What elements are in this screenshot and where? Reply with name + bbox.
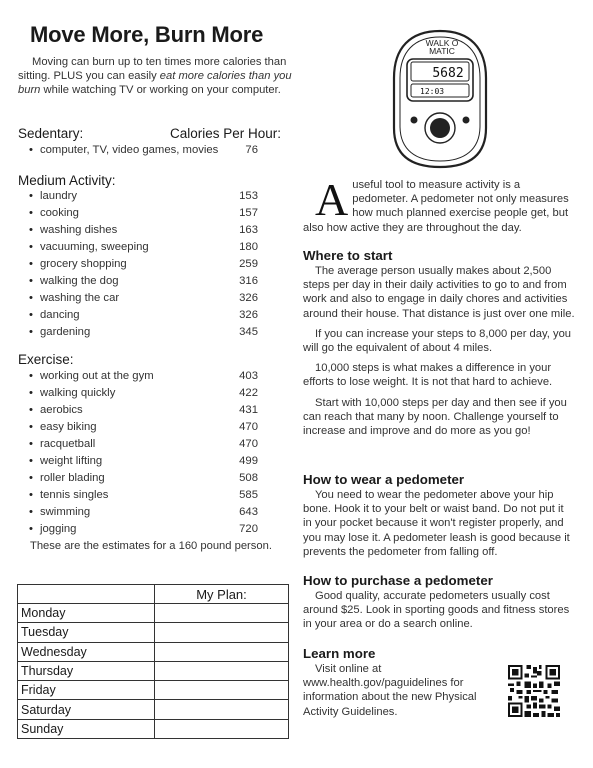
medium-activity-list (30, 188, 258, 341)
where-to-start-body (303, 264, 575, 444)
plan-row (18, 719, 289, 738)
activity-name: • walking quickly (40, 387, 116, 399)
intro-text-2: while watching TV or working on your computer. (40, 84, 281, 97)
plan-entry-cell[interactable] (155, 642, 289, 661)
activity-row (30, 307, 258, 324)
learn-more-line-1: Visit online at (315, 663, 382, 675)
activity-row (30, 385, 258, 402)
activity-name: • computer, TV, video games, movies (40, 144, 219, 156)
plan-row (18, 681, 289, 700)
intro-text-1: Moving can burn up to ten times more calories than sitting. PLUS you can easily (18, 56, 287, 83)
drop-cap: A (315, 174, 349, 225)
activity-row (30, 142, 258, 159)
activity-name: • cooking (40, 207, 79, 219)
sedentary-heading: Sedentary: (18, 126, 84, 141)
calories-value: 153 (239, 190, 258, 202)
pedometer-steps-readout: 5682 (432, 66, 464, 81)
qr-code (508, 665, 560, 717)
calories-value: 431 (239, 404, 258, 416)
body-paragraph: The average person usually makes about 2,500 steps per day in their daily activities to go to and from work and also to engage in daily chores and activities around their house. That distance is just over one mile. (303, 265, 575, 320)
calories-value: 180 (239, 241, 258, 253)
body-paragraph: Start with 10,000 steps per day and then see if you can reach that many by noon. Challenge yourself to increase and improve and do more as you go! (303, 396, 567, 438)
activity-name: • laundry (40, 190, 78, 202)
activity-row (30, 205, 258, 222)
calories-value: 345 (239, 326, 258, 338)
my-plan-table (17, 584, 289, 739)
pedometer-brand-2: MATIC (429, 46, 455, 56)
pedometer-illustration (390, 28, 490, 170)
estimate-note: These are the estimates for a 160 pound person. (30, 540, 272, 552)
activity-row (30, 239, 258, 256)
activity-row (30, 222, 258, 239)
calories-value: 157 (239, 207, 258, 219)
activity-name: • roller blading (40, 472, 105, 484)
learn-more-body (303, 662, 503, 719)
plan-row (18, 604, 289, 623)
plan-entry-cell[interactable] (155, 623, 289, 642)
plan-header-blank (18, 585, 155, 604)
intro-right-paragraph (303, 174, 575, 235)
activity-name: • grocery shopping (40, 258, 127, 270)
activity-name: • washing the car (40, 292, 120, 304)
plan-day-label: Saturday (18, 700, 155, 719)
plan-day-label: Monday (18, 604, 155, 623)
plan-day-label: Tuesday (18, 623, 155, 642)
calories-value: 470 (239, 421, 258, 433)
medium-activity-heading: Medium Activity: (18, 173, 116, 188)
exercise-heading: Exercise: (18, 352, 74, 367)
activity-row (30, 290, 258, 307)
plan-day-label: Sunday (18, 719, 155, 738)
plan-day-label: Friday (18, 681, 155, 700)
activity-name: • tennis singles (40, 489, 109, 501)
activity-row (30, 402, 258, 419)
body-paragraph: You need to wear the pedometer above your hip bone. Hook it to your belt or waist band. Do not put it in your pocket because it won't register properly, and you may lose it. A pedometer leash is good because it prevents the pedometer from falling off. (303, 489, 570, 558)
activity-name: • vacuuming, sweeping (40, 241, 149, 253)
activity-row (30, 324, 258, 341)
activity-name: • easy biking (40, 421, 97, 433)
exercise-list (30, 368, 258, 538)
activity-name: • walking the dog (40, 275, 119, 287)
calories-value: 422 (239, 387, 258, 399)
how-to-purchase-heading: How to purchase a pedometer (303, 573, 493, 588)
plan-header-label: My Plan: (155, 585, 289, 604)
body-paragraph: Good quality, accurate pedometers usually cost around $25. Look in sporting goods and fitness stores in your area or do a search online. (303, 590, 570, 631)
plan-day-label: Wednesday (18, 642, 155, 661)
sedentary-list (30, 142, 258, 159)
activity-name: • gardening (40, 326, 91, 338)
activity-row (30, 470, 258, 487)
intro-paragraph (18, 55, 298, 98)
activity-name: • dancing (40, 309, 80, 321)
learn-more-heading: Learn more (303, 646, 376, 661)
how-to-wear-heading: How to wear a pedometer (303, 472, 465, 487)
pedometer-time-readout: 12:03 (420, 87, 445, 96)
plan-header-row (18, 585, 289, 604)
learn-more-line-2: www.health.gov/paguidelines for information about the new Physical Activity Guidelines. (303, 677, 477, 718)
activity-row (30, 453, 258, 470)
body-paragraph: If you can increase your steps to 8,000 per day, you will go the equivalent of about 4 miles. (303, 327, 572, 355)
body-paragraph: 10,000 steps is what makes a difference in your efforts to lose weight. It is not that hard to achieve. (303, 362, 553, 389)
calories-value: 326 (239, 292, 258, 304)
calories-value: 643 (239, 506, 258, 518)
plan-entry-cell[interactable] (155, 719, 289, 738)
activity-name: • jogging (40, 523, 77, 535)
calories-value: 163 (239, 224, 258, 236)
where-to-start-heading: Where to start (303, 248, 393, 263)
calories-value: 76 (245, 144, 258, 156)
intro-right-text: useful tool to measure activity is a pedometer. A pedometer not only measures how much planned exercise people get, but also how active they are throughout the day. (303, 179, 569, 234)
calories-value: 585 (239, 489, 258, 501)
calories-value: 470 (239, 438, 258, 450)
plan-entry-cell[interactable] (155, 604, 289, 623)
activity-row (30, 487, 258, 504)
plan-day-label: Thursday (18, 661, 155, 680)
intro-emphasis: eat more calories than you burn (18, 70, 292, 97)
activity-name: • swimming (40, 506, 91, 518)
calories-per-hour-heading: Calories Per Hour: (170, 126, 282, 141)
activity-row (30, 188, 258, 205)
activity-row (30, 273, 258, 290)
activity-row (30, 419, 258, 436)
activity-name: • weight lifting (40, 455, 103, 467)
calories-value: 259 (239, 258, 258, 270)
activity-row (30, 256, 258, 273)
how-to-wear-body (303, 488, 575, 565)
page-title: Move More, Burn More (30, 22, 264, 47)
activity-row (30, 504, 258, 521)
plan-row (18, 661, 289, 680)
how-to-purchase-body (303, 589, 575, 638)
plan-row (18, 623, 289, 642)
activity-row (30, 436, 258, 453)
calories-value: 316 (239, 275, 258, 287)
calories-value: 508 (239, 472, 258, 484)
pedometer-brand-1: WALK O (425, 38, 459, 48)
plan-row (18, 642, 289, 661)
calories-value: 499 (239, 455, 258, 467)
plan-entry-cell[interactable] (155, 661, 289, 680)
activity-name: • washing dishes (40, 224, 118, 236)
plan-entry-cell[interactable] (155, 700, 289, 719)
activity-row (30, 521, 258, 538)
plan-entry-cell[interactable] (155, 681, 289, 700)
calories-value: 720 (239, 523, 258, 535)
activity-name: • working out at the gym (40, 370, 154, 382)
plan-row (18, 700, 289, 719)
activity-name: • racquetball (40, 438, 96, 450)
activity-name: • aerobics (40, 404, 83, 416)
activity-row (30, 368, 258, 385)
calories-value: 403 (239, 370, 258, 382)
calories-value: 326 (239, 309, 258, 321)
